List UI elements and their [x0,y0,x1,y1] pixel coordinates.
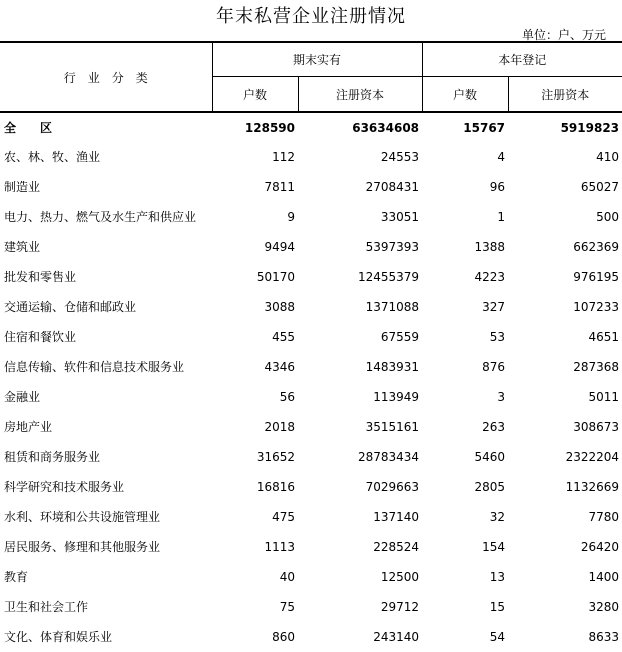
industry-name-cell: 科学研究和技术服务业 [4,480,125,494]
year-households-cell: 13 [489,570,506,584]
end-households-cell: 7811 [264,180,295,194]
industry-name-cell: 住宿和餐饮业 [4,330,77,344]
end-households-cell: 56 [279,390,295,404]
year-households-cell: 4 [497,150,506,164]
table-row [0,202,622,232]
end-capital-cell: 243140 [373,630,420,644]
group-header-year: 本年登记 [422,42,622,77]
table-row [0,532,622,562]
col-header-end-capital: 注册资本 [298,77,422,113]
industry-name-cell: 交通运输、仓储和邮政业 [4,300,137,314]
year-capital-cell: 976195 [573,270,620,284]
year-capital-cell: 65027 [580,180,620,194]
col-header-year-capital: 注册资本 [508,77,622,113]
end-households-cell: 1113 [264,540,295,554]
year-households-cell: 2805 [474,480,506,494]
year-capital-cell: 500 [596,210,620,224]
year-households-cell: 15767 [463,120,506,135]
industry-name-cell: 全 区 [4,120,53,135]
year-households-cell: 154 [482,540,506,554]
table-row [0,442,622,472]
table-row [0,592,622,622]
table-row [0,292,622,322]
end-households-cell: 4346 [264,360,295,374]
industry-name-cell: 房地产业 [4,420,53,434]
end-capital-cell: 228524 [373,540,420,554]
end-capital-cell: 1483931 [365,360,420,374]
end-capital-cell: 7029663 [365,480,420,494]
end-households-cell: 31652 [256,450,295,464]
table-row [0,382,622,412]
table-row [0,622,622,652]
industry-name-cell: 制造业 [4,180,41,194]
end-capital-cell: 5397393 [365,240,420,254]
industry-header: 行 业 分 类 [0,42,212,112]
industry-name-cell: 金融业 [4,390,41,404]
year-capital-cell: 308673 [573,420,620,434]
industry-name-cell: 水利、环境和公共设施管理业 [4,510,161,524]
year-capital-cell: 2322204 [565,450,620,464]
end-households-cell: 40 [279,570,295,584]
table-row [0,262,622,292]
year-households-cell: 15 [489,600,506,614]
table-row [0,322,622,352]
year-capital-cell: 662369 [573,240,620,254]
end-capital-cell: 137140 [373,510,420,524]
industry-name-cell: 文化、体育和娱乐业 [4,630,113,644]
end-capital-cell: 12500 [380,570,420,584]
end-households-cell: 75 [279,600,295,614]
end-households-cell: 455 [272,330,295,344]
year-households-cell: 1 [497,210,506,224]
col-header-year-households: 户数 [422,77,508,113]
table-row [0,472,622,502]
data-table [0,41,622,652]
year-capital-cell: 5919823 [560,120,620,135]
page-title: 年末私营企业注册情况 [216,6,406,27]
unit-label: 单位：户、万元 [521,28,606,42]
year-capital-cell: 5011 [588,390,620,404]
year-capital-cell: 8633 [588,630,620,644]
year-households-cell: 327 [482,300,506,314]
industry-name-cell: 电力、热力、燃气及水生产和供应业 [4,210,197,224]
year-capital-cell: 26420 [580,540,620,554]
end-households-cell: 112 [272,150,295,164]
year-households-cell: 876 [482,360,506,374]
table-row [0,502,622,532]
end-households-cell: 2018 [264,420,295,434]
end-capital-cell: 33051 [380,210,420,224]
end-households-cell: 16816 [256,480,295,494]
end-capital-cell: 12455379 [357,270,420,284]
end-capital-cell: 1371088 [365,300,420,314]
table-row [0,412,622,442]
year-households-cell: 3 [497,390,506,404]
table-row [0,562,622,592]
year-capital-cell: 287368 [573,360,620,374]
industry-name-cell: 建筑业 [4,240,41,254]
year-capital-cell: 1132669 [565,480,620,494]
table-row [0,352,622,382]
end-capital-cell: 3515161 [365,420,420,434]
end-households-cell: 860 [272,630,295,644]
end-households-cell: 50170 [256,270,295,284]
industry-name-cell: 居民服务、修理和其他服务业 [4,540,161,554]
end-capital-cell: 28783434 [357,450,420,464]
end-households-cell: 3088 [264,300,295,314]
table-row [0,172,622,202]
col-header-end-households: 户数 [212,77,298,113]
industry-name-cell: 信息传输、软件和信息技术服务业 [4,360,185,374]
end-households-cell: 475 [272,510,295,524]
year-households-cell: 54 [489,630,506,644]
industry-name-cell: 教育 [4,570,29,584]
year-households-cell: 1388 [474,240,506,254]
group-header-end: 期末实有 [212,42,422,77]
table-row [0,232,622,262]
end-capital-cell: 29712 [380,600,420,614]
end-capital-cell: 24553 [380,150,420,164]
year-capital-cell: 107233 [573,300,620,314]
end-capital-cell: 113949 [373,390,420,404]
year-capital-cell: 7780 [588,510,620,524]
year-households-cell: 96 [489,180,506,194]
table-body [0,112,622,652]
end-households-cell: 9 [287,210,295,224]
industry-name-cell: 批发和零售业 [4,270,77,284]
total-row [0,112,622,142]
year-households-cell: 263 [482,420,506,434]
industry-name-cell: 租赁和商务服务业 [4,450,101,464]
end-capital-cell: 67559 [380,330,420,344]
year-households-cell: 32 [489,510,506,524]
year-capital-cell: 410 [596,150,620,164]
end-households-cell: 9494 [264,240,295,254]
year-households-cell: 53 [489,330,506,344]
industry-name-cell: 农、林、牧、渔业 [4,150,101,164]
industry-name-cell: 卫生和社会工作 [4,600,89,614]
end-households-cell: 128590 [244,120,295,135]
table-row [0,142,622,172]
end-capital-cell: 2708431 [365,180,420,194]
end-capital-cell: 63634608 [352,120,420,135]
year-capital-cell: 4651 [588,330,620,344]
year-households-cell: 4223 [474,270,506,284]
year-capital-cell: 1400 [588,570,620,584]
year-households-cell: 5460 [474,450,506,464]
year-capital-cell: 3280 [588,600,620,614]
